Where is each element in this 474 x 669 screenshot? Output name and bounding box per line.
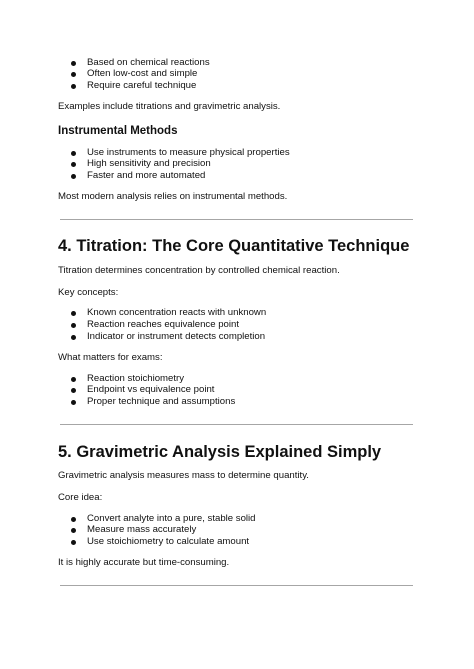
gravimetric-heading: 5. Gravimetric Analysis Explained Simply bbox=[58, 443, 382, 461]
gravimetric-intro-text: Gravimetric analysis measures mass to determine quantity. bbox=[58, 470, 309, 481]
classical-examples-text: Examples include titrations and gravimetric analysis. bbox=[58, 101, 281, 112]
bullet-icon bbox=[71, 323, 76, 328]
section-divider bbox=[60, 585, 413, 586]
bullet-icon bbox=[71, 311, 76, 316]
titration-heading: 4. Titration: The Core Quantitative Technique bbox=[58, 237, 410, 255]
bullet-icon bbox=[71, 388, 76, 393]
bullet-icon bbox=[71, 400, 76, 405]
bullet-icon bbox=[71, 174, 76, 179]
gravimetric-summary-text: It is highly accurate but time-consuming. bbox=[58, 557, 230, 568]
exam-matters-label: What matters for exams: bbox=[58, 352, 163, 363]
document-page: Based on chemical reactions Often low-cost and simple Require careful technique Examples include titrations and gravimetric analysis. Instrumental Methods Use instruments to measure physical properties High sensitivity and precision Faster and more automated Most modern analysis relies on instrumental methods. 4. Titration: The Core Quantitative Technique Titration determines concentration by controlled chemical reaction. Key concepts: Known concentration reacts with unknown Reaction reaches equivalence point Indicator or instrument detects completion What matters for exams: Reaction stoichiometry Endpoint vs equivalence point Proper technique and assumptions 5. Gravimetric Analysis Explained Simply Gravimetric analysis measures mass to determine quantity. Core idea: Convert analyte into a pure, stable solid Measure mass accurately Use stoichiometry to calculate amount It is highly accurate but time-consuming. bbox=[0, 0, 474, 669]
bullet-icon bbox=[71, 151, 76, 156]
titration-intro-text: Titration determines concentration by controlled chemical reaction. bbox=[58, 265, 340, 276]
bullet-icon bbox=[71, 72, 76, 77]
key-concepts-label: Key concepts: bbox=[58, 287, 119, 298]
core-idea-label: Core idea: bbox=[58, 492, 103, 503]
bullet-icon bbox=[71, 528, 76, 533]
bullet-icon bbox=[71, 377, 76, 382]
bullet-icon bbox=[71, 162, 76, 167]
section-divider bbox=[60, 424, 413, 425]
section-divider bbox=[60, 219, 413, 220]
bullet-icon bbox=[71, 540, 76, 545]
instrumental-summary-text: Most modern analysis relies on instrumental methods. bbox=[58, 191, 288, 202]
bullet-icon bbox=[71, 84, 76, 89]
bullet-icon bbox=[71, 335, 76, 340]
bullet-icon bbox=[71, 517, 76, 522]
bullet-icon bbox=[71, 61, 76, 66]
instrumental-methods-heading: Instrumental Methods bbox=[58, 125, 178, 137]
